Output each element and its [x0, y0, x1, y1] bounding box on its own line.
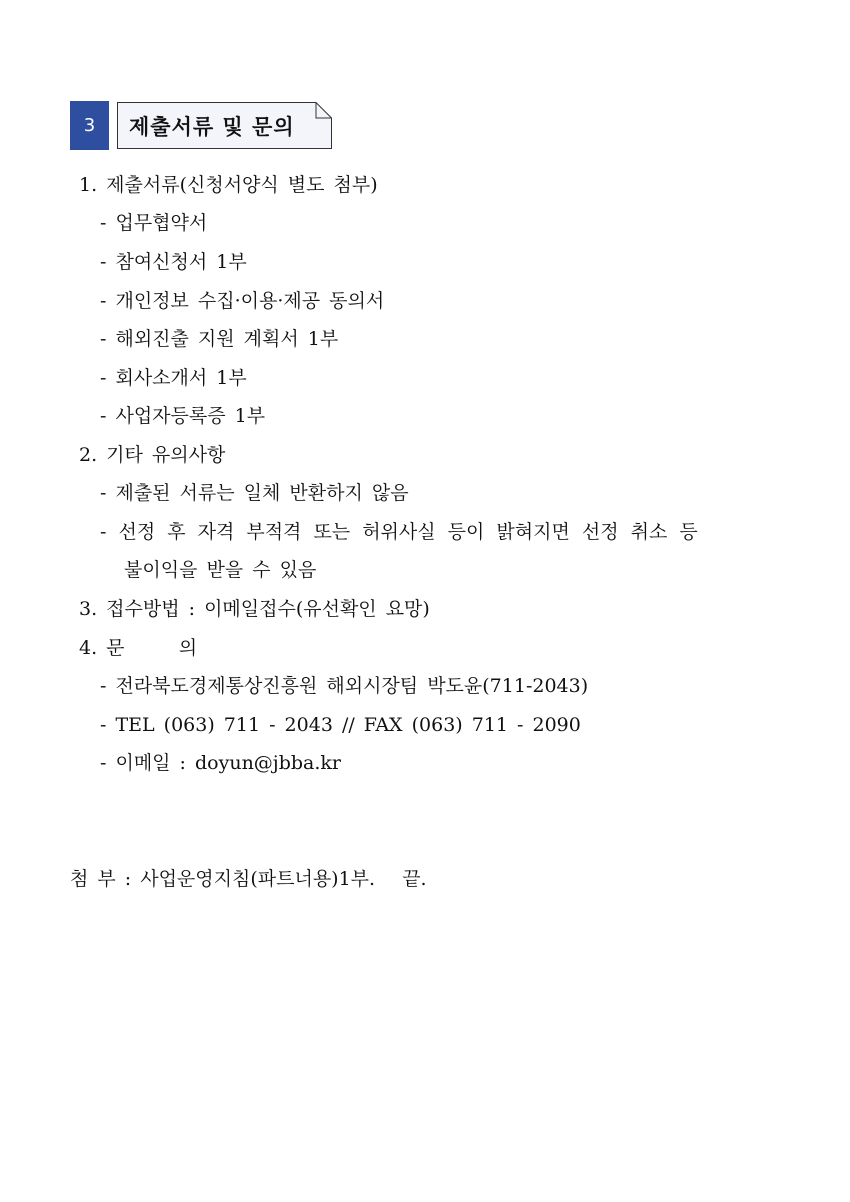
list-item-contact: 4. 문 의: [79, 637, 198, 659]
list-item: - 회사소개서 1부: [100, 367, 247, 389]
list-item: - 전라북도경제통상진흥원 해외시장팀 박도윤(711-2043): [100, 675, 589, 697]
list-item: - TEL (063) 711 - 2043 // FAX (063) 711 - 2090: [100, 714, 581, 736]
list-item: - 해외진출 지원 계획서 1부: [100, 328, 339, 350]
section-header: [70, 101, 332, 150]
list-item: - 참여신청서 1부: [100, 251, 247, 273]
list-item: - 업무협약서: [100, 212, 208, 234]
list-item-email: - 이메일 : doyun@jbba.kr: [100, 752, 341, 774]
section-title-box: [117, 102, 332, 149]
list-item-continued: 불이익을 받을 수 있음: [124, 559, 317, 581]
list-item-submission-docs: 1. 제출서류(신청서양식 별도 첨부): [79, 174, 378, 196]
section-number: 3: [70, 101, 109, 150]
list-item-notes: 2. 기타 유의사항: [79, 444, 226, 466]
list-item: - 사업자등록증 1부: [100, 405, 266, 427]
section-title: 제출서류 및 문의: [129, 114, 295, 139]
attachment-note: 첨 부 : 사업운영지침(파트너용)1부. 끝.: [70, 868, 427, 890]
list-item: - 선정 후 자격 부적격 또는 허위사실 등이 밝혀지면 선정 취소 등: [100, 521, 698, 543]
list-item: - 제출된 서류는 일체 반환하지 않음: [100, 482, 409, 504]
list-item: - 개인정보 수집·이용·제공 동의서: [100, 290, 385, 312]
list-item-method: 3. 접수방법 : 이메일접수(유선확인 요망): [79, 598, 430, 620]
